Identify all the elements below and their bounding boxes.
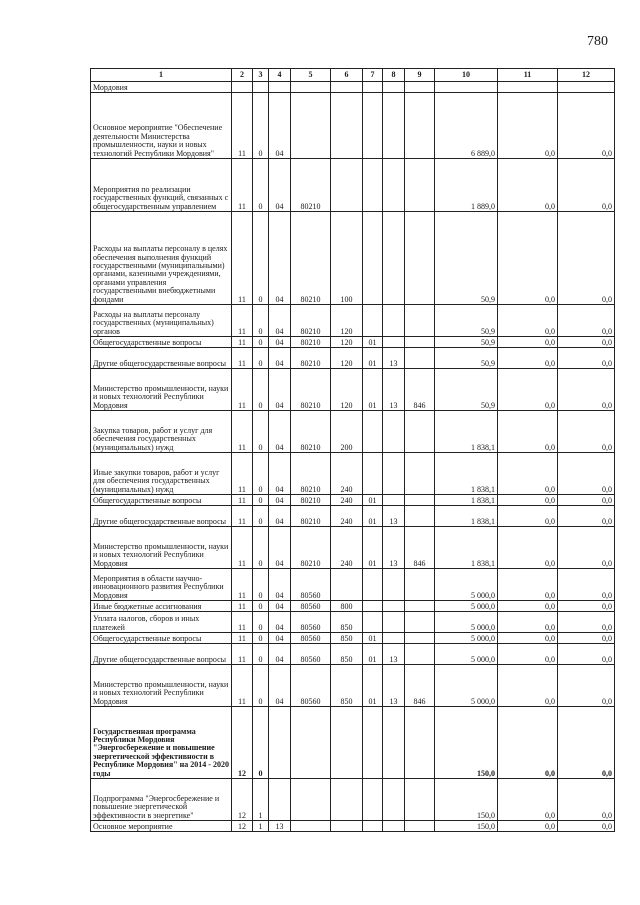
table-header-row (91, 69, 615, 82)
row-value-cell: 80210 (291, 506, 331, 527)
row-value-cell: 01 (363, 348, 383, 369)
row-name-cell: Иные бюджетные ассигнования (91, 601, 232, 612)
row-value-cell: 0,0 (558, 369, 615, 411)
row-value-cell: 5 000,0 (435, 612, 498, 633)
row-value-cell: 150,0 (435, 707, 498, 779)
row-value-cell: 846 (405, 665, 435, 707)
row-value-cell: 11 (232, 644, 253, 665)
row-value-cell: 04 (269, 665, 291, 707)
row-value-cell (363, 212, 383, 305)
row-value-cell: 0 (253, 612, 269, 633)
table-row (91, 821, 615, 832)
row-name-cell: Подпрограмма "Энергосбережение и повышение энергетической эффективности в энергетике" (91, 779, 232, 821)
row-value-cell: 150,0 (435, 821, 498, 832)
row-value-cell: 80210 (291, 369, 331, 411)
header-cell: 10 (435, 69, 498, 82)
row-value-cell: 0 (253, 495, 269, 506)
row-value-cell (405, 305, 435, 337)
row-value-cell: 1 838,1 (435, 527, 498, 569)
table-row (91, 569, 615, 601)
row-value-cell: 5 000,0 (435, 665, 498, 707)
row-value-cell: 1 838,1 (435, 411, 498, 453)
row-value-cell (383, 337, 405, 348)
row-value-cell: 11 (232, 305, 253, 337)
row-value-cell: 50,9 (435, 369, 498, 411)
row-value-cell (383, 411, 405, 453)
row-value-cell: 0 (253, 506, 269, 527)
row-value-cell (405, 601, 435, 612)
row-value-cell: 80210 (291, 453, 331, 495)
row-value-cell: 0,0 (558, 159, 615, 212)
row-value-cell: 0,0 (498, 159, 558, 212)
row-value-cell: 240 (331, 495, 363, 506)
row-value-cell (363, 411, 383, 453)
row-value-cell: 1 (253, 821, 269, 832)
header-cell: 4 (269, 69, 291, 82)
row-value-cell (405, 159, 435, 212)
row-value-cell: 04 (269, 453, 291, 495)
row-value-cell: 240 (331, 506, 363, 527)
row-name-cell: Другие общегосударственные вопросы (91, 348, 232, 369)
row-value-cell: 04 (269, 369, 291, 411)
row-name-cell: Мероприятия по реализации государственных функций, связанных с общегосударственным управлением (91, 159, 232, 212)
row-value-cell: 240 (331, 527, 363, 569)
row-value-cell: 12 (232, 821, 253, 832)
row-value-cell: 0,0 (558, 453, 615, 495)
row-value-cell (383, 779, 405, 821)
row-value-cell (363, 305, 383, 337)
row-value-cell (405, 93, 435, 159)
row-name-cell: Закупка товаров, работ и услуг для обеспечения государственных (муниципальных) нужд (91, 411, 232, 453)
row-value-cell: 04 (269, 506, 291, 527)
row-value-cell (405, 212, 435, 305)
row-value-cell (363, 612, 383, 633)
row-value-cell: 240 (331, 453, 363, 495)
row-name-cell: Министерство промышленности, науки и новых технологий Республики Мордовия (91, 527, 232, 569)
row-value-cell (291, 93, 331, 159)
row-value-cell: 04 (269, 93, 291, 159)
row-value-cell: 04 (269, 612, 291, 633)
row-value-cell: 80210 (291, 159, 331, 212)
row-value-cell (405, 644, 435, 665)
row-name-cell: Общегосударственные вопросы (91, 495, 232, 506)
row-value-cell: 04 (269, 159, 291, 212)
row-value-cell: 13 (383, 348, 405, 369)
row-value-cell: 6 889,0 (435, 93, 498, 159)
row-value-cell: 04 (269, 527, 291, 569)
row-value-cell: 0,0 (558, 305, 615, 337)
row-value-cell: 04 (269, 348, 291, 369)
row-value-cell: 1 838,1 (435, 453, 498, 495)
header-cell: 9 (405, 69, 435, 82)
row-value-cell: 04 (269, 337, 291, 348)
row-name-cell: Расходы на выплаты персоналу государственных (муниципальных) органов (91, 305, 232, 337)
row-name-cell: Общегосударственные вопросы (91, 633, 232, 644)
row-value-cell (405, 506, 435, 527)
row-value-cell: 80560 (291, 665, 331, 707)
row-value-cell: 80560 (291, 569, 331, 601)
table-row (91, 644, 615, 665)
row-value-cell: 11 (232, 527, 253, 569)
row-value-cell (405, 348, 435, 369)
row-value-cell (383, 633, 405, 644)
row-value-cell (291, 707, 331, 779)
row-value-cell: 0,0 (558, 93, 615, 159)
row-value-cell: 04 (269, 305, 291, 337)
row-value-cell: 850 (331, 644, 363, 665)
region-cell: Мордовия (91, 82, 232, 93)
row-value-cell: 80210 (291, 212, 331, 305)
row-value-cell (405, 411, 435, 453)
row-value-cell: 13 (383, 527, 405, 569)
row-value-cell: 0 (253, 159, 269, 212)
row-value-cell (383, 821, 405, 832)
header-cell: 7 (363, 69, 383, 82)
row-value-cell: 04 (269, 644, 291, 665)
row-value-cell: 5 000,0 (435, 633, 498, 644)
row-value-cell (363, 159, 383, 212)
row-value-cell: 120 (331, 305, 363, 337)
row-value-cell: 80210 (291, 348, 331, 369)
row-value-cell: 80210 (291, 411, 331, 453)
table-row (91, 369, 615, 411)
row-value-cell: 0,0 (498, 337, 558, 348)
row-value-cell: 01 (363, 495, 383, 506)
row-value-cell: 0 (253, 665, 269, 707)
row-value-cell: 01 (363, 644, 383, 665)
table-row (91, 779, 615, 821)
row-value-cell (383, 305, 405, 337)
row-value-cell (331, 707, 363, 779)
row-name-cell: Уплата налогов, сборов и иных платежей (91, 612, 232, 633)
row-value-cell: 0 (253, 93, 269, 159)
row-value-cell: 0,0 (558, 495, 615, 506)
row-value-cell (405, 612, 435, 633)
row-value-cell: 0 (253, 411, 269, 453)
row-value-cell: 5 000,0 (435, 644, 498, 665)
row-name-cell: Иные закупки товаров, работ и услуг для обеспечения государственных (муниципальных) нужд (91, 453, 232, 495)
row-value-cell: 0 (253, 337, 269, 348)
row-value-cell: 01 (363, 527, 383, 569)
row-value-cell: 01 (363, 665, 383, 707)
row-value-cell: 120 (331, 337, 363, 348)
row-value-cell (405, 707, 435, 779)
row-value-cell: 01 (363, 633, 383, 644)
row-value-cell: 80210 (291, 305, 331, 337)
row-value-cell: 11 (232, 665, 253, 707)
row-value-cell: 5 000,0 (435, 569, 498, 601)
row-value-cell: 0 (253, 369, 269, 411)
row-value-cell (363, 601, 383, 612)
row-value-cell: 0,0 (498, 527, 558, 569)
row-value-cell: 80210 (291, 337, 331, 348)
row-value-cell: 0,0 (498, 633, 558, 644)
row-value-cell: 0,0 (558, 612, 615, 633)
row-value-cell (405, 337, 435, 348)
row-value-cell: 13 (383, 369, 405, 411)
row-value-cell: 80560 (291, 644, 331, 665)
row-name-cell: Министерство промышленности, науки и новых технологий Республики Мордовия (91, 665, 232, 707)
row-name-cell: Государственная программа Республики Мордовия "Энергосбережение и повышение энергетической эффективности в Республике Мордовия" на 2014 - 2020 годы (91, 707, 232, 779)
table-row (91, 495, 615, 506)
row-value-cell: 50,9 (435, 305, 498, 337)
row-value-cell: 0 (253, 453, 269, 495)
row-name-cell: Общегосударственные вопросы (91, 337, 232, 348)
header-cell: 1 (91, 69, 232, 82)
table-row (91, 612, 615, 633)
table-row (91, 665, 615, 707)
budget-table (90, 68, 615, 832)
row-value-cell: 80210 (291, 495, 331, 506)
row-value-cell (383, 93, 405, 159)
row-value-cell: 0,0 (558, 337, 615, 348)
row-value-cell: 11 (232, 506, 253, 527)
row-value-cell: 80560 (291, 601, 331, 612)
row-value-cell: 13 (383, 644, 405, 665)
header-cell: 2 (232, 69, 253, 82)
row-value-cell: 0 (253, 633, 269, 644)
row-value-cell (363, 707, 383, 779)
table-row (91, 527, 615, 569)
header-cell: 3 (253, 69, 269, 82)
row-value-cell: 846 (405, 527, 435, 569)
table-row (91, 707, 615, 779)
row-value-cell: 5 000,0 (435, 601, 498, 612)
row-value-cell: 50,9 (435, 337, 498, 348)
row-value-cell: 0 (253, 348, 269, 369)
row-value-cell: 0,0 (498, 612, 558, 633)
row-value-cell: 1 838,1 (435, 506, 498, 527)
row-value-cell (363, 779, 383, 821)
row-value-cell: 0 (253, 601, 269, 612)
row-value-cell (383, 453, 405, 495)
row-value-cell: 0 (253, 569, 269, 601)
table-row (91, 337, 615, 348)
row-value-cell: 0 (253, 305, 269, 337)
row-value-cell: 0,0 (498, 369, 558, 411)
row-value-cell: 100 (331, 212, 363, 305)
row-value-cell: 0,0 (498, 305, 558, 337)
row-value-cell: 0,0 (498, 779, 558, 821)
row-value-cell (291, 821, 331, 832)
row-value-cell: 150,0 (435, 779, 498, 821)
row-value-cell: 0,0 (498, 348, 558, 369)
row-value-cell: 50,9 (435, 212, 498, 305)
row-value-cell (363, 93, 383, 159)
row-value-cell (405, 453, 435, 495)
row-value-cell: 04 (269, 212, 291, 305)
row-value-cell (331, 93, 363, 159)
row-value-cell: 0,0 (498, 93, 558, 159)
row-value-cell: 11 (232, 612, 253, 633)
row-value-cell (331, 159, 363, 212)
row-value-cell (269, 707, 291, 779)
row-value-cell (269, 779, 291, 821)
row-value-cell: 0,0 (498, 212, 558, 305)
row-name-cell: Другие общегосударственные вопросы (91, 644, 232, 665)
row-value-cell (383, 601, 405, 612)
row-value-cell (405, 569, 435, 601)
row-value-cell (405, 821, 435, 832)
row-name-cell: Другие общегосударственные вопросы (91, 506, 232, 527)
header-cell: 12 (558, 69, 615, 82)
row-value-cell (291, 779, 331, 821)
row-value-cell: 0,0 (558, 569, 615, 601)
row-value-cell: 0,0 (498, 506, 558, 527)
row-value-cell: 80560 (291, 633, 331, 644)
row-value-cell: 0,0 (558, 212, 615, 305)
table-row (91, 601, 615, 612)
row-value-cell: 850 (331, 633, 363, 644)
header-cell: 8 (383, 69, 405, 82)
region-row (91, 82, 615, 93)
row-value-cell: 0 (253, 527, 269, 569)
row-value-cell: 50,9 (435, 348, 498, 369)
row-value-cell: 0,0 (498, 665, 558, 707)
row-value-cell: 0,0 (558, 707, 615, 779)
row-value-cell: 01 (363, 506, 383, 527)
row-value-cell: 11 (232, 93, 253, 159)
row-value-cell: 0,0 (498, 453, 558, 495)
row-value-cell: 0,0 (498, 707, 558, 779)
row-value-cell: 0,0 (498, 821, 558, 832)
row-value-cell: 11 (232, 569, 253, 601)
table-row (91, 212, 615, 305)
row-value-cell: 13 (383, 506, 405, 527)
row-value-cell: 0,0 (558, 527, 615, 569)
row-value-cell: 0,0 (498, 601, 558, 612)
row-value-cell: 11 (232, 495, 253, 506)
row-value-cell (405, 633, 435, 644)
page-number: 780 (587, 34, 608, 49)
header-cell: 5 (291, 69, 331, 82)
row-value-cell: 12 (232, 707, 253, 779)
table-row (91, 93, 615, 159)
row-value-cell: 0,0 (558, 665, 615, 707)
row-value-cell: 80210 (291, 527, 331, 569)
row-value-cell: 0,0 (558, 633, 615, 644)
row-value-cell: 04 (269, 411, 291, 453)
row-value-cell (363, 821, 383, 832)
row-value-cell (363, 569, 383, 601)
row-value-cell (383, 612, 405, 633)
table-row (91, 159, 615, 212)
row-value-cell: 0 (253, 644, 269, 665)
row-value-cell: 0,0 (498, 644, 558, 665)
row-name-cell: Министерство промышленности, науки и новых технологий Республики Мордовия (91, 369, 232, 411)
row-value-cell (331, 821, 363, 832)
row-value-cell: 0,0 (558, 821, 615, 832)
row-name-cell: Основное мероприятие "Обеспечение деятельности Министерства промышленности, науки и новых технологий Республики Мордовия" (91, 93, 232, 159)
row-value-cell (383, 495, 405, 506)
row-value-cell (405, 495, 435, 506)
row-value-cell: 80560 (291, 612, 331, 633)
row-value-cell: 200 (331, 411, 363, 453)
table-row (91, 348, 615, 369)
row-value-cell: 11 (232, 369, 253, 411)
table-row (91, 305, 615, 337)
row-value-cell: 04 (269, 495, 291, 506)
row-value-cell: 12 (232, 779, 253, 821)
row-value-cell: 11 (232, 159, 253, 212)
row-value-cell: 0,0 (558, 506, 615, 527)
table-row (91, 453, 615, 495)
row-value-cell: 04 (269, 601, 291, 612)
row-value-cell: 846 (405, 369, 435, 411)
row-value-cell: 01 (363, 337, 383, 348)
table-row (91, 633, 615, 644)
row-value-cell: 11 (232, 601, 253, 612)
row-value-cell (383, 569, 405, 601)
row-value-cell: 120 (331, 348, 363, 369)
header-cell: 6 (331, 69, 363, 82)
table-row (91, 506, 615, 527)
row-value-cell: 11 (232, 212, 253, 305)
row-value-cell: 120 (331, 369, 363, 411)
row-name-cell: Мероприятия в области научно-инновационного развития Республики Мордовия (91, 569, 232, 601)
row-value-cell: 800 (331, 601, 363, 612)
row-value-cell: 850 (331, 665, 363, 707)
row-value-cell: 13 (269, 821, 291, 832)
row-value-cell: 11 (232, 411, 253, 453)
row-name-cell: Расходы на выплаты персоналу в целях обеспечения выполнения функций государственными (муниципальными) органами, казенными учреждениями, органами управления государственными внебюджетными фондами (91, 212, 232, 305)
row-value-cell (383, 212, 405, 305)
row-value-cell: 0 (253, 212, 269, 305)
row-value-cell (383, 159, 405, 212)
row-value-cell: 0,0 (498, 569, 558, 601)
row-value-cell: 850 (331, 612, 363, 633)
row-value-cell: 0,0 (558, 348, 615, 369)
row-value-cell: 04 (269, 633, 291, 644)
row-value-cell: 0 (253, 707, 269, 779)
row-value-cell (331, 779, 363, 821)
row-value-cell: 11 (232, 453, 253, 495)
row-value-cell (363, 453, 383, 495)
table-row (91, 411, 615, 453)
row-value-cell: 0,0 (558, 601, 615, 612)
row-value-cell: 1 838,1 (435, 495, 498, 506)
row-value-cell (331, 569, 363, 601)
row-value-cell (383, 707, 405, 779)
row-value-cell: 0,0 (558, 644, 615, 665)
row-value-cell: 0,0 (498, 411, 558, 453)
row-value-cell: 11 (232, 348, 253, 369)
row-value-cell: 0,0 (498, 495, 558, 506)
row-name-cell: Основное мероприятие (91, 821, 232, 832)
row-value-cell: 0,0 (558, 411, 615, 453)
row-value-cell: 11 (232, 337, 253, 348)
row-value-cell: 13 (383, 665, 405, 707)
header-cell: 11 (498, 69, 558, 82)
row-value-cell: 1 (253, 779, 269, 821)
row-value-cell: 1 889,0 (435, 159, 498, 212)
row-value-cell: 11 (232, 633, 253, 644)
row-value-cell: 0,0 (558, 779, 615, 821)
row-value-cell: 04 (269, 569, 291, 601)
row-value-cell: 01 (363, 369, 383, 411)
row-value-cell (405, 779, 435, 821)
